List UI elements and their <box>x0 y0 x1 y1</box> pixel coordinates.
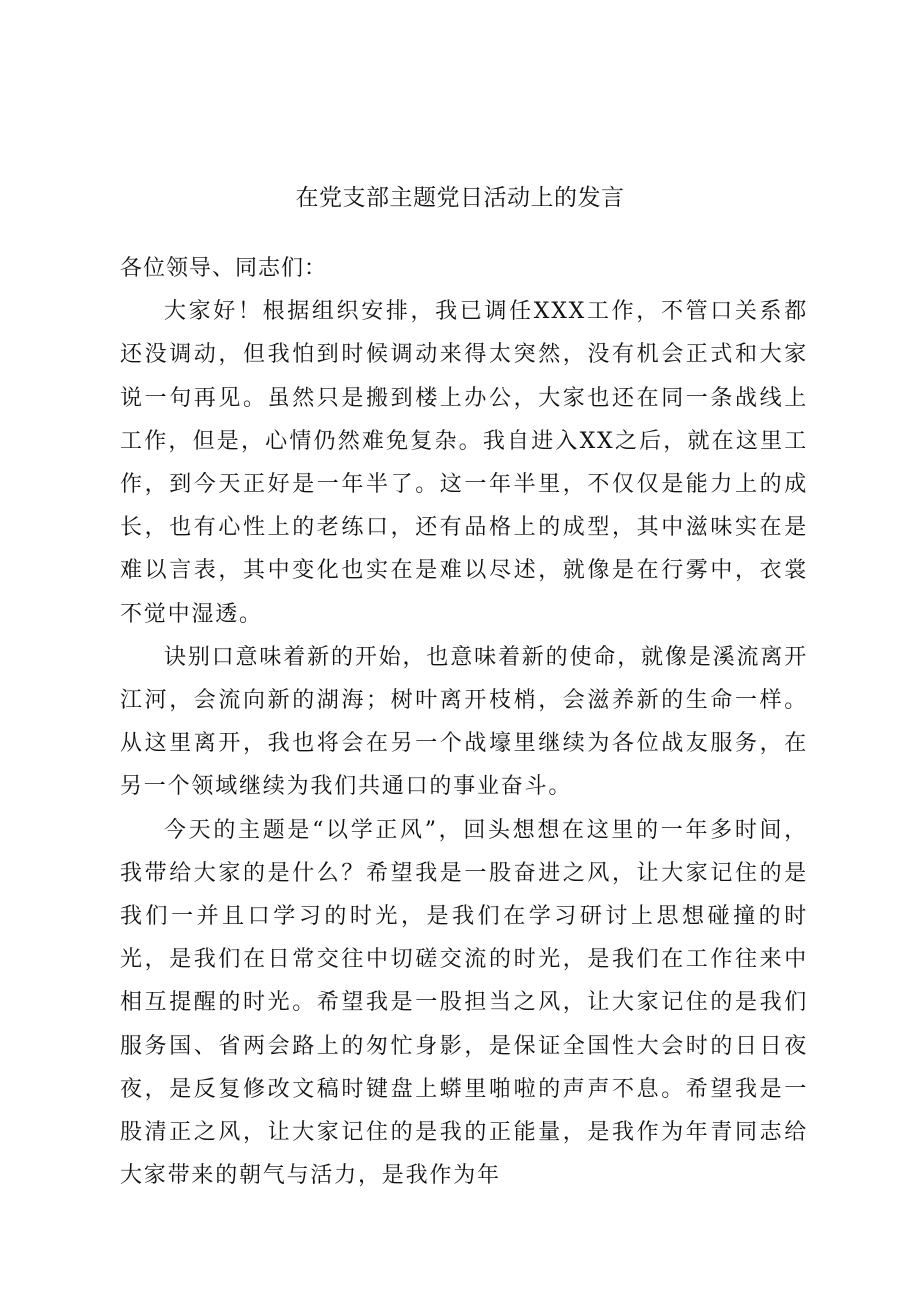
document-body <box>120 247 808 1197</box>
salutation: 各位领导、同志们： <box>120 256 328 281</box>
paragraph-1: 大家好！根据组织安排，我已调任XXX工作，不管口关系都还没调动，但我怕到时候调动来得太突然，没有机会正式和大家说一句再见。虽然只是搬到楼上办公，大家也还在同一条战线上工作，但是，心情仍然难免复杂。我自进入XX之后，就在这里工作，到今天正好是一年半了。这一年半里，不仅仅是能力上的成长，也有心性上的老练口，还有品格上的成型，其中滋味实在是难以言表，其中变化也实在是难以尽述，就像是在行雾中，衣裳不觉中湿透。 <box>120 299 808 627</box>
paragraph-2: 诀别口意味着新的开始，也意味着新的使命，就像是溪流离开江河，会流向新的湖海；树叶离开枝梢，会滋养新的生命一样。从这里离开，我也将会在另一个战壕里继续为各位战友服务，在另一个领域继续为我们共通口的事业奋斗。 <box>120 644 808 800</box>
paragraph-3: 今天的主题是“以学正风”，回头想想在这里的一年多时间，我带给大家的是什么？希望我是一股奋进之风，让大家记住的是我们一并且口学习的时光，是我们在学习研讨上思想碰撞的时光，是我们在日常交往中切磋交流的时光，是我们在工作往来中相互提醒的时光。希望我是一股担当之风，让大家记住的是我们服务国、省两会路上的匆忙身影，是保证全国性大会时的日日夜夜，是反复修改文稿时键盘上蟒里啪啦的声声不息。希望我是一股清正之风，让大家记住的是我的正能量，是我作为年青同志给大家带来的朝气与活力，是我作为年 <box>120 817 808 1189</box>
document-title: 在党支部主题党日活动上的发言 <box>295 185 625 211</box>
